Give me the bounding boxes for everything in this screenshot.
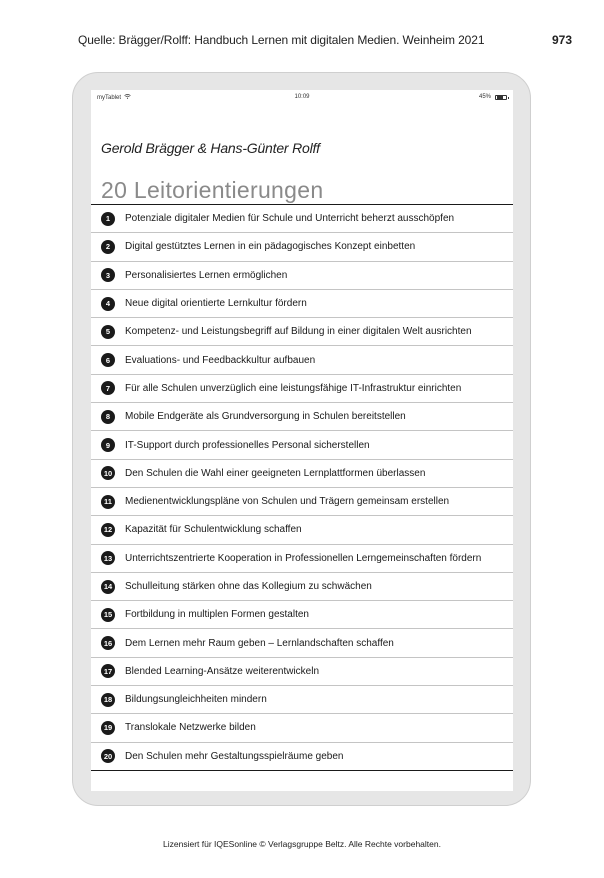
item-number-badge: 2 — [101, 240, 115, 254]
status-time: 10:09 — [294, 94, 310, 100]
battery-percent: 45% — [478, 94, 491, 100]
item-text: Unterrichtszentrierte Kooperation in Professionellen Lerngemeinschaften fördern — [125, 552, 482, 564]
list-item — [91, 629, 513, 657]
item-text: Medienentwicklungspläne von Schulen und Trägern gemeinsam erstellen — [125, 496, 450, 508]
item-number-badge: 18 — [101, 693, 115, 707]
item-number-badge: 20 — [101, 749, 115, 763]
item-text: Schulleitung stärken ohne das Kollegium zu schwächen — [125, 581, 372, 592]
item-text: Potenziale digitaler Medien für Schule und Unterricht beherzt ausschöpfen — [125, 213, 455, 225]
item-text: Den Schulen mehr Gestaltungsspielräume geben — [125, 750, 344, 762]
item-text: Kompetenz- und Leistungsbegriff auf Bildung in einer digitalen Welt ausrichten — [125, 326, 472, 338]
tablet-screen — [91, 90, 513, 791]
license-footer: Lizensiert für IQESonline © Verlagsgruppe Beltz. Alle Rechte vorbehalten. — [163, 839, 441, 849]
item-number-badge: 16 — [101, 636, 115, 650]
item-text: Bildungsungleichheiten mindern — [125, 694, 267, 706]
item-number-badge: 19 — [101, 721, 115, 735]
list-item — [91, 686, 513, 714]
list-item — [91, 375, 513, 403]
list-item — [91, 346, 513, 374]
list-item — [91, 601, 513, 629]
item-number-badge: 8 — [101, 410, 115, 424]
authors: Gerold Brägger & Hans-Günter Rolff — [101, 140, 320, 156]
item-number-badge: 1 — [101, 212, 115, 226]
list-item — [91, 516, 513, 544]
list-item — [91, 460, 513, 488]
device-name: myTablet — [97, 94, 122, 101]
orientation-list — [91, 204, 513, 771]
page-title: 20 Leitorientierungen — [101, 177, 324, 203]
item-text: Dem Lernen mehr Raum geben – Lernlandschaften schaffen — [125, 637, 394, 649]
list-item — [91, 714, 513, 742]
item-number-badge: 11 — [101, 495, 115, 509]
item-number-badge: 10 — [101, 466, 115, 480]
item-text: Personalisiertes Lernen ermöglichen — [125, 269, 288, 281]
item-text: Kapazität für Schulentwicklung schaffen — [125, 524, 302, 536]
list-item — [91, 262, 513, 290]
item-number-badge: 14 — [101, 580, 115, 594]
status-right — [479, 94, 507, 100]
list-item — [91, 205, 513, 233]
item-text: Fortbildung in multiplen Formen gestalten — [125, 609, 309, 621]
tablet-frame — [72, 72, 531, 806]
list-item — [91, 488, 513, 516]
item-number-badge: 6 — [101, 353, 115, 367]
page-number: 973 — [551, 33, 572, 47]
source-citation: Quelle: Brägger/Rolff: Handbuch Lernen mit digitalen Medien. Weinheim 2021 — [78, 33, 485, 47]
list-item — [91, 545, 513, 573]
item-number-badge: 7 — [101, 381, 115, 395]
item-number-badge: 15 — [101, 608, 115, 622]
item-number-badge: 17 — [101, 664, 115, 678]
item-text: Translokale Netzwerke bilden — [125, 722, 256, 734]
item-text: IT-Support durch professionelles Personal sicherstellen — [125, 439, 370, 451]
list-item — [91, 658, 513, 686]
item-text: Neue digital orientierte Lernkultur fördern — [125, 298, 307, 310]
item-number-badge: 5 — [101, 325, 115, 339]
item-text: Blended Learning-Ansätze weiterentwickeln — [125, 665, 320, 677]
item-number-badge: 12 — [101, 523, 115, 537]
list-item — [91, 431, 513, 459]
item-number-badge: 4 — [101, 297, 115, 311]
list-item — [91, 573, 513, 601]
item-text: Mobile Endgeräte als Grundversorgung in Schulen bereitstellen — [125, 411, 406, 423]
item-text: Für alle Schulen unverzüglich eine leistungsfähige IT-Infrastruktur einrichten — [125, 382, 462, 394]
list-item — [91, 233, 513, 261]
item-text: Den Schulen die Wahl einer geeigneten Lernplattformen überlassen — [125, 467, 426, 479]
item-number-badge: 13 — [101, 551, 115, 565]
status-bar — [91, 90, 513, 106]
list-item — [91, 318, 513, 346]
item-text: Digital gestütztes Lernen in ein pädagogisches Konzept einbetten — [125, 241, 416, 253]
battery-icon — [495, 95, 507, 100]
item-number-badge: 3 — [101, 268, 115, 282]
item-text: Evaluations- und Feedbackkultur aufbauen — [125, 354, 316, 366]
list-item — [91, 290, 513, 318]
list-item — [91, 743, 513, 771]
list-item — [91, 403, 513, 431]
item-number-badge: 9 — [101, 438, 115, 452]
